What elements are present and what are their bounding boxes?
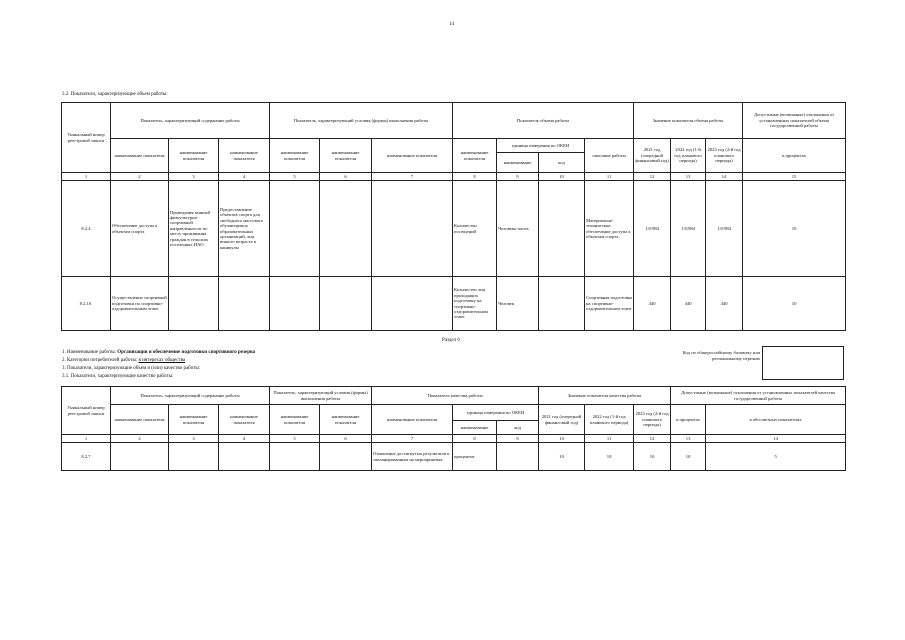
hdr-ind-name: наименование показателя [169, 405, 219, 435]
hdr-ind-name: наименование показателя [111, 405, 169, 435]
work-name-line [62, 350, 255, 355]
empty-cell [320, 277, 372, 331]
empty-cell [111, 443, 169, 471]
indicators-line: 3. Показатели, характеризующие объем и (или) качество работы: [62, 366, 201, 371]
col-number: 9 [497, 435, 539, 443]
hdr-unit-group: единица измерения по ОКЕИ [453, 405, 539, 421]
hdr-ind-name: наименование показателя [372, 405, 453, 435]
unit-name: процентов [453, 443, 497, 471]
col-number: 13 [671, 435, 706, 443]
value-2022: 440 [671, 277, 706, 331]
hdr-content-group: Показатель, характеризующий содержание работы [111, 387, 270, 405]
col-number: 10 [539, 435, 585, 443]
hdr-unique: Уникальный номер реестровой записи [62, 387, 111, 435]
value-2022: 10 [585, 443, 634, 471]
hdr-year-2021: 2021 год (очередной финансовый год) [539, 405, 585, 435]
hdr-ind-name: наименование показателя [372, 139, 453, 173]
col-number: 11 [585, 435, 634, 443]
hdr-ind-name: наименование показателя [219, 139, 270, 173]
col-number: 15 [743, 173, 846, 181]
hdr-year-2023: 2023 год (2-й год планового периода) [634, 405, 671, 435]
table-row [62, 277, 846, 331]
consumers-label: 2. Категории потребителей работы: [62, 358, 139, 363]
hdr-unit-code: код [539, 153, 585, 173]
col-number: 8 [453, 173, 497, 181]
value-2023: 131984 [706, 181, 743, 277]
col-number: 8 [453, 435, 497, 443]
col-number: 14 [706, 173, 743, 181]
work-description: Материально-технические обеспечение доступа к объектам спорта [585, 181, 634, 277]
col-number: 7 [372, 435, 453, 443]
empty-cell [320, 181, 372, 277]
value-2021: 10 [539, 443, 585, 471]
hdr-year-2022: 2022 год (1-й год планового периода) [585, 405, 634, 435]
work-content: Осуществление спортивной подготовки по спортивно-оздоровительным этапе [111, 277, 169, 331]
hdr-year-2022: 2022 год (1-й год планового периода) [671, 139, 706, 173]
hdr-percent: в процентах [743, 139, 846, 173]
hdr-deviation-group: Допустимые (возможные) отклонения от установленных показателей объема государственной работы [743, 103, 846, 139]
col-number: 6 [320, 435, 372, 443]
consumers-line [62, 358, 185, 363]
value-2021: 131984 [634, 181, 671, 277]
section-3-2-title: 3.2. Показатели, характеризующие объем работы: [62, 92, 168, 97]
unit-code [497, 443, 539, 471]
code-label: Код по общероссийскому базовому или региональному перечню [682, 350, 760, 361]
hdr-absolute: в абсолютных показателях [706, 405, 846, 435]
col-number: 1 [62, 435, 111, 443]
deviation-percent: 10 [743, 277, 846, 331]
indicator-name: Количество лиц проходящих подготовку на спортивно-оздоровительном этапе [453, 277, 497, 331]
empty-cell [169, 277, 219, 331]
empty-cell [372, 181, 453, 277]
value-2023: 10 [634, 443, 671, 471]
hdr-ind-name: наименование показателя [270, 405, 320, 435]
col-number: 12 [634, 435, 671, 443]
col-number: 5 [270, 173, 320, 181]
hdr-value-group: Значение показателя качества работы [539, 387, 671, 405]
col-number: 2 [111, 173, 169, 181]
unit-name: Человек [497, 277, 539, 331]
hdr-ind-name: наименование показателя [320, 405, 372, 435]
hdr-ind-name: наименование показателя [270, 139, 320, 173]
quality-indicators-line: 3.1. Показатели, характеризующие качество работы: [62, 374, 174, 379]
hdr-conditions-group: Показатель, характеризующий условия (формы) выполнения работы [270, 387, 372, 405]
hdr-conditions-group: Показатель, характеризующий условия (формы) выполнения работы [270, 103, 453, 139]
deviation-percent: 10 [671, 443, 706, 471]
volume-table [61, 102, 846, 331]
indicator-name: Количество посещений [453, 181, 497, 277]
value-2023: 440 [706, 277, 743, 331]
value-2021: 440 [634, 277, 671, 331]
col-number: 14 [706, 435, 846, 443]
hdr-year-2021: 2021 год (очередной финансовый год) [634, 139, 671, 173]
work-content: Обеспечение доступа к объектам спорта [111, 181, 169, 277]
quality-table [61, 386, 846, 471]
empty-cell [219, 277, 270, 331]
hdr-ind-name: наименование показателя [111, 139, 169, 173]
work-content: Предоставление объектов спорта для свободного массового обучающимся образовательных организаций, лиц всякого возраста в каникулы [219, 181, 270, 277]
consumers-value: в интересах общества [138, 358, 186, 363]
empty-cell [372, 277, 453, 331]
empty-cell [270, 443, 320, 471]
hdr-ind-name: наименование показателя [453, 139, 497, 173]
col-number: 4 [219, 435, 270, 443]
empty-cell [169, 443, 219, 471]
section-6-title: Раздел 6 [442, 338, 460, 343]
unit-code [539, 181, 585, 277]
hdr-unit-group: единица измерения по ОКЕИ [497, 139, 585, 153]
col-number: 5 [270, 435, 320, 443]
hdr-ind-name: наименование показателя [219, 405, 270, 435]
col-number: 7 [372, 173, 453, 181]
unit-name: Человеко-часов [497, 181, 539, 277]
col-number: 11 [585, 173, 634, 181]
empty-cell [270, 277, 320, 331]
empty-cell [320, 443, 372, 471]
col-number: 13 [671, 173, 706, 181]
page-number: 14 [449, 22, 454, 27]
hdr-value-group: Значение показателя объема работы [634, 103, 743, 139]
col-number: 3 [169, 173, 219, 181]
hdr-unique: Уникальный номер реестровой записи [62, 103, 111, 173]
col-number: 3 [169, 435, 219, 443]
code-box [762, 346, 844, 380]
work-name-label: 1. Наименование работы: [62, 350, 118, 355]
hdr-quality-group: Показатель качества работы [372, 387, 539, 405]
work-description: Спортивная подготовка на спортивно-оздоровительном этапе [585, 277, 634, 331]
col-number: 9 [497, 173, 539, 181]
table-row [62, 443, 846, 471]
col-number: 2 [111, 435, 169, 443]
work-content: Проведения занятий физкультурно-спортивной направленности по месту проживания граждан в сельских поселениях НАО [169, 181, 219, 277]
empty-cell [270, 181, 320, 277]
col-number: 10 [539, 173, 585, 181]
col-number: 6 [320, 173, 372, 181]
unit-code [539, 277, 585, 331]
hdr-percent: в процентах [671, 405, 706, 435]
hdr-volume-group: Показатель объема работы [453, 103, 634, 139]
hdr-unit-name: наименование [497, 153, 539, 173]
work-name-value: Организация и обеспечение подготовки спортивного резерва [117, 350, 256, 355]
hdr-unit-code: код [497, 421, 539, 435]
deviation-absolute: 5 [706, 443, 846, 471]
hdr-ind-name: наименование показателя [169, 139, 219, 173]
indicator-name: Отношение достигнутых результатов к запланированным на мероприятиях [372, 443, 453, 471]
hdr-unit-name: наименование [453, 421, 497, 435]
col-number: 12 [634, 173, 671, 181]
empty-cell [219, 443, 270, 471]
table-row [62, 181, 846, 277]
hdr-description: описание работы [585, 139, 634, 173]
hdr-content-group: Показатель, характеризующий содержание работы [111, 103, 270, 139]
hdr-deviation-group: Допустимые (возможные) отклонения от установленных показателей качества государственной работы [671, 387, 846, 405]
row-id: 8.2.7 [62, 443, 111, 471]
col-number: 1 [62, 173, 111, 181]
col-number: 4 [219, 173, 270, 181]
hdr-ind-name: наименование показателя [320, 139, 372, 173]
value-2022: 131984 [671, 181, 706, 277]
hdr-year-2023: 2023 год (2-й год планового периода) [706, 139, 743, 173]
deviation-percent: 10 [743, 181, 846, 277]
row-id: 8.2.10. [62, 277, 111, 331]
row-id: 8.2.4 [62, 181, 111, 277]
